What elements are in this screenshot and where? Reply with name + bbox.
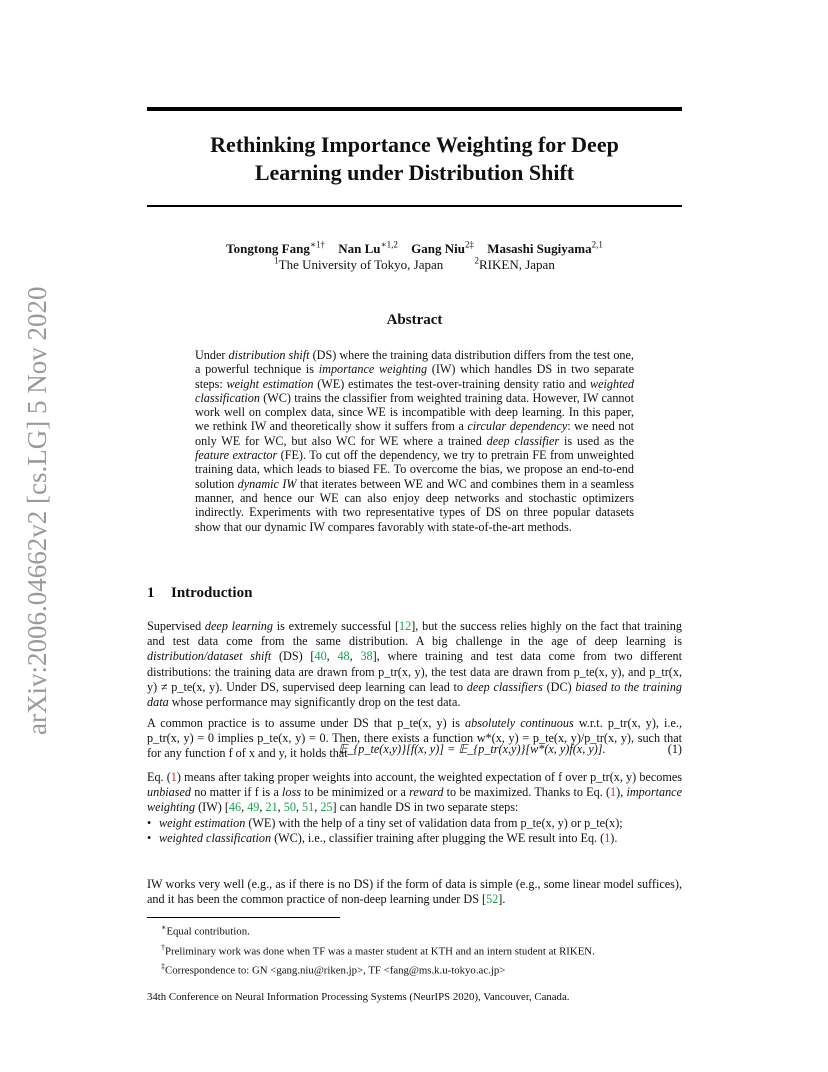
author-sup: ∗1,2 (380, 239, 398, 250)
affiliation-sup: 1 (274, 255, 279, 266)
footnote: ‡Correspondence to: GN <gang.niu@riken.jp>, TF <fang@ms.k.u-tokyo.ac.jp> (161, 962, 506, 977)
authors-block (147, 241, 682, 273)
abstract-text: Under distribution shift (DS) where the training data distribution differs from the test one, a powerful technique is importance weighting (IW) which handles DS in two separate steps: weight estimation (WE) estimates the test-over-training density ratio and weighted classification (WC) trains the classifier from weighted training data. However, IW cannot work well on complex data, since WE is incompatible with deep learning. In this paper, we rethink IW and theoretically show it suffers from a circular dependency: we need not only WE for WC, but also WC for WE where a trained deep classifier is used as the feature extractor (FE). To cut off the dependency, we try to pretrain FE from unweighted training data, which leads to biased FE. To overcome the bias, we propose an end-to-end solution dynamic IW that iterates between WE and WC and combines them in a seamless manner, and hence our WE can also enjoy deep networks and stochastic optimizers indirectly. Experiments with two representative types of DS on three popular datasets show that our dynamic IW compares favorably with state-of-the-art methods. (195, 348, 635, 534)
affiliation-name: The University of Tokyo, Japan (278, 257, 444, 272)
citation-link[interactable]: 49 (247, 800, 260, 815)
intro-paragraph-4: IW works very well (e.g., as if there is no DS) if the form of data is simple (e.g., some linear model suffices), and it has been the common practice of non-deep learning under DS [52]. (147, 877, 682, 907)
citation-link[interactable]: 38 (360, 649, 373, 664)
author-name: Gang Niu (411, 241, 465, 256)
footnote-rule (147, 917, 340, 918)
arxiv-watermark: arXiv:2006.04662v2 [cs.LG] 5 Nov 2020 (22, 286, 52, 735)
title-line-1: Rethinking Importance Weighting for Deep (210, 132, 619, 157)
author-name: Nan Lu (338, 241, 381, 256)
abstract-heading: Abstract (386, 312, 443, 328)
author-name: Tongtong Fang (226, 241, 310, 256)
title-line-2: Learning under Distribution Shift (254, 160, 575, 185)
footnote: †Preliminary work was done when TF was a master student at KTH and an intern student at RIKEN. (161, 942, 595, 958)
paper-title (147, 131, 682, 187)
intro-paragraph-2: A common practice is to assume under DS that p_te(x, y) is absolutely continuous w.r.t. p_tr(x, y), i.e., p_tr(x, y) = 0 implies p_te(x, y) = 0. Then, there exists a function w*(x, y) = p_te(x, y)/p_tr(x, y), such that for any function f of x and y, it holds that (147, 716, 682, 761)
list-item: • weighted classification (WC), i.e., classifier training after plugging the WE result into Eq. (1). (147, 831, 682, 846)
title-bottom-rule (147, 205, 682, 207)
section-heading (147, 585, 252, 602)
equation-formula: 𝔼_{p_te(x,y)}[f(x, y)] = 𝔼_{p_tr(x,y)}[w*(x, y)f(x, y)]. (338, 742, 606, 756)
equation-ref-link[interactable]: 1 (604, 831, 611, 846)
citation-link[interactable]: 12 (399, 619, 412, 633)
section-number: 1 (147, 585, 155, 601)
affiliation-name: RIKEN, Japan (479, 257, 555, 272)
section-title: Introduction (171, 585, 253, 601)
author-name: Masashi Sugiyama (487, 241, 592, 256)
citation-link[interactable]: 21 (265, 800, 278, 815)
author-sup: ∗1† (309, 239, 325, 250)
citation-link[interactable]: 52 (486, 892, 499, 907)
title-top-rule (147, 107, 682, 111)
equation-ref-link[interactable]: 1 (170, 770, 177, 784)
citation-link[interactable]: 46 (228, 800, 242, 815)
author-sup: 2,1 (591, 239, 603, 250)
equation-ref-link[interactable]: 1 (610, 785, 617, 800)
affiliations (147, 257, 682, 273)
citation-link[interactable]: 50 (283, 800, 296, 815)
citation-link[interactable]: 40 (314, 649, 327, 664)
citation-link[interactable]: 51 (302, 800, 315, 815)
list-item: • weight estimation (WE) with the help of a tiny set of validation data from p_te(x, y) or p_te(x); (147, 816, 682, 831)
intro-paragraph-3: Eq. (1) means after taking proper weights into account, the weighted expectation of f over p_tr(x, y) becomes unbiased no matter if f is a loss to be minimized or a reward to be maximized. Thanks to Eq. (1), importance weighting (IW) [46, 49, 21, 50, 51, 25] can handle DS in two separate steps: (147, 770, 682, 815)
author-names (147, 241, 682, 257)
conference-note: 34th Conference on Neural Information Processing Systems (NeurIPS 2020), Vancouver, Canada. (147, 991, 570, 1003)
citation-link[interactable]: 25 (320, 800, 333, 815)
bullet-list (147, 816, 682, 846)
footnotes (161, 920, 595, 979)
footnote: ∗Equal contribution. (161, 923, 250, 938)
author-sup: 2‡ (464, 239, 474, 250)
citation-link[interactable]: 48 (337, 649, 350, 664)
affiliation-sup: 2 (474, 255, 479, 266)
equation-number: (1) (667, 742, 682, 756)
intro-paragraph-1: Supervised deep learning is extremely successful [12], but the success relies highly on the fact that training and test data come from the same distribution. A big challenge in the age of deep learning is distribution/dataset shift (DS) [40, 48, 38], where training and test data come from two different distributions: the training data are drawn from p_tr(x, y), the test data are drawn from p_te(x, y), and p_tr(x, y) ≠ p_te(x, y). Under DS, supervised deep learning can lead to deep classifiers (DC) biased to the training data whose performance may significantly drop on the test data. (147, 619, 683, 710)
